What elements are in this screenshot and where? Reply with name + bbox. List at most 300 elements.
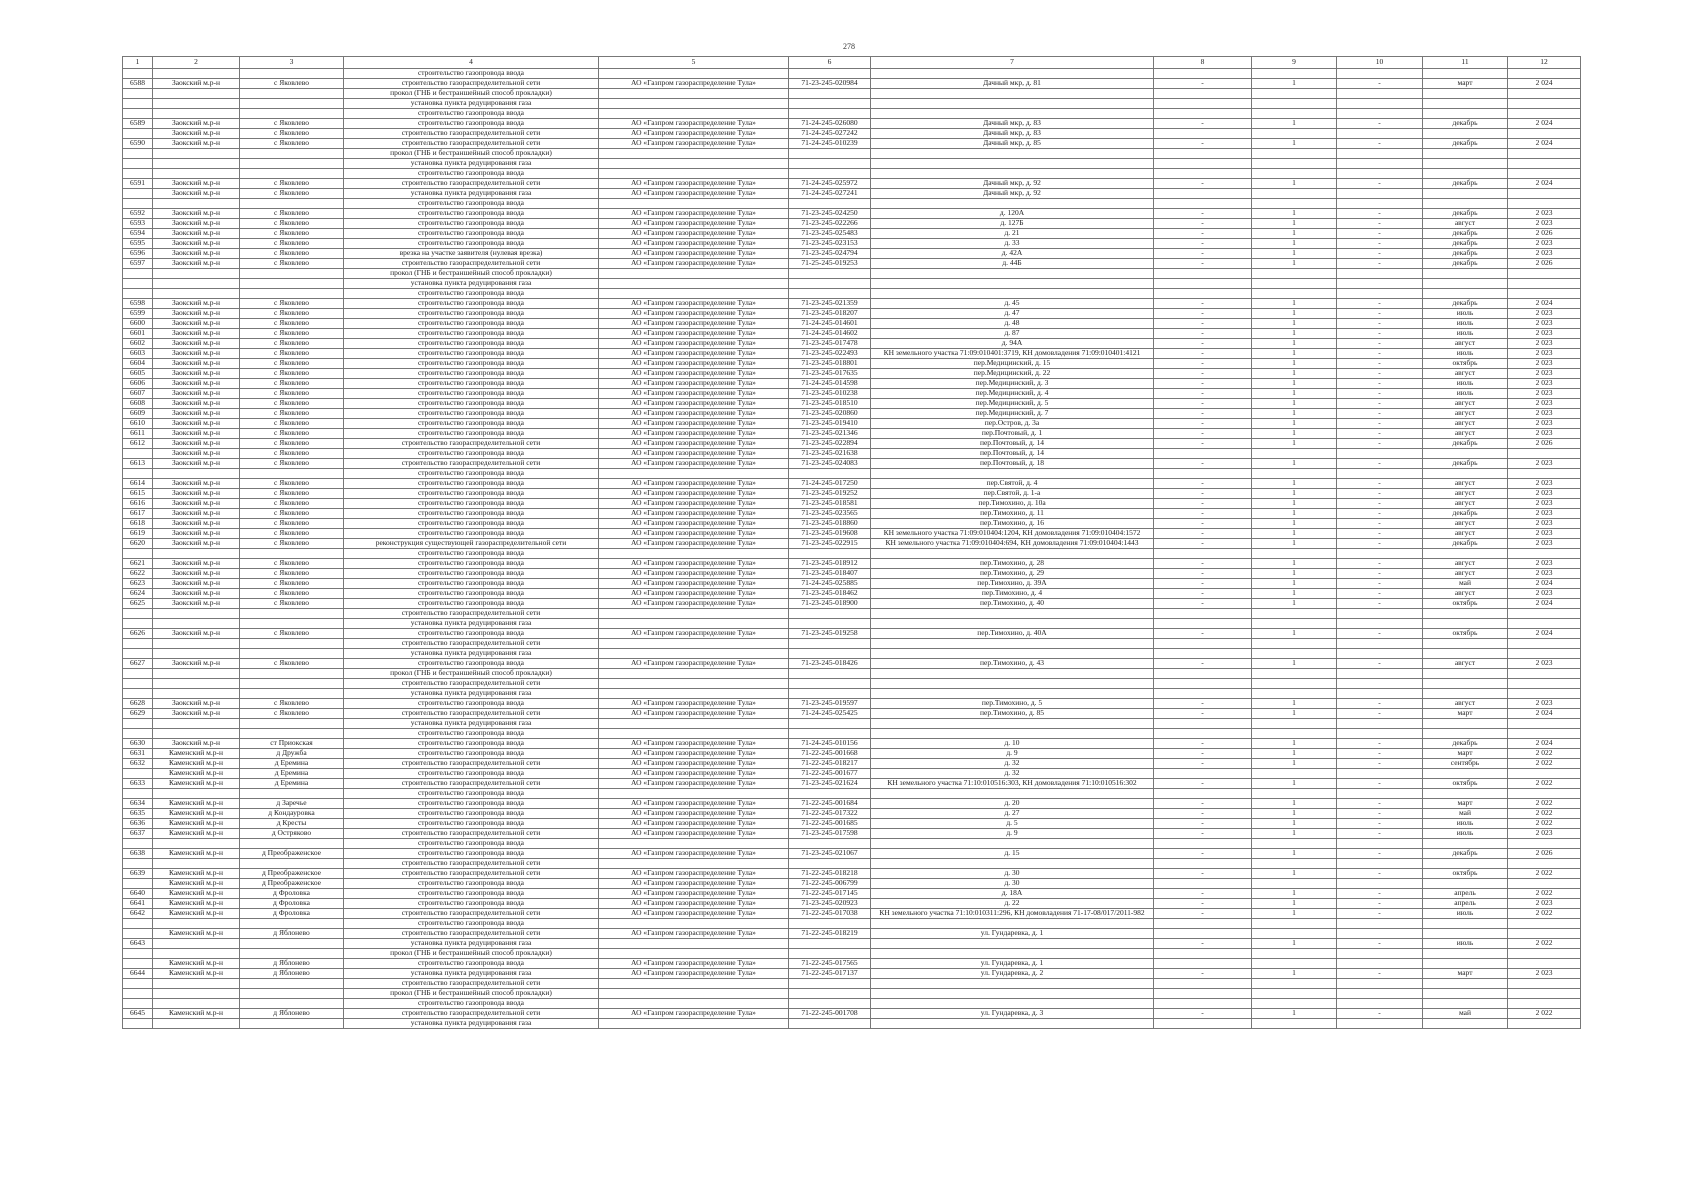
month-cell: декабрь [1423, 119, 1508, 129]
table-row [123, 429, 1581, 439]
col-8-value-cell: - [1154, 499, 1252, 509]
row-number-cell: 6622 [123, 569, 153, 579]
application-number-cell: 71-22-245-001684 [789, 799, 871, 809]
municipal-district-cell: Заокский м.р-н [153, 369, 240, 379]
col-10-value-cell: - [1337, 319, 1423, 329]
work-type-cell: строительство газораспределительной сети [344, 759, 599, 769]
month-cell [1423, 999, 1508, 1009]
organization-cell: АО «Газпром газораспределение Тула» [599, 419, 789, 429]
col-9-value-cell: 1 [1252, 479, 1337, 489]
application-number-cell: 71-23-245-023153 [789, 239, 871, 249]
settlement-cell: с Яковлево [240, 359, 344, 369]
table-row [123, 79, 1581, 89]
column-header: 5 [599, 57, 789, 69]
work-type-cell: строительство газопровода ввода [344, 489, 599, 499]
municipal-district-cell: Заокский м.р-н [153, 189, 240, 199]
month-cell: декабрь [1423, 139, 1508, 149]
row-number-cell [123, 189, 153, 199]
col-8-value-cell [1154, 549, 1252, 559]
col-8-value-cell: - [1154, 369, 1252, 379]
organization-cell: АО «Газпром газораспределение Тула» [599, 239, 789, 249]
municipal-district-cell: Заокский м.р-н [153, 339, 240, 349]
settlement-cell [240, 989, 344, 999]
col-9-value-cell: 1 [1252, 439, 1337, 449]
settlement-cell [240, 289, 344, 299]
work-type-cell: строительство газопровода ввода [344, 739, 599, 749]
work-type-cell: строительство газопровода ввода [344, 109, 599, 119]
settlement-cell [240, 859, 344, 869]
col-8-value-cell [1154, 719, 1252, 729]
organization-cell [599, 609, 789, 619]
settlement-cell: с Яковлево [240, 429, 344, 439]
col-8-value-cell: - [1154, 939, 1252, 949]
work-type-cell: прокол (ГНБ и бестраншейный способ прокладки) [344, 989, 599, 999]
municipal-district-cell [153, 649, 240, 659]
col-10-value-cell [1337, 159, 1423, 169]
organization-cell [599, 269, 789, 279]
address-cell: Дачный мкр, д. 92 [871, 179, 1154, 189]
address-cell: пер.Тимохино, д. 16 [871, 519, 1154, 529]
row-number-cell [123, 769, 153, 779]
settlement-cell [240, 199, 344, 209]
col-10-value-cell [1337, 199, 1423, 209]
col-10-value-cell [1337, 649, 1423, 659]
col-10-value-cell: - [1337, 519, 1423, 529]
settlement-cell [240, 469, 344, 479]
settlement-cell: с Яковлево [240, 299, 344, 309]
settlement-cell [240, 939, 344, 949]
organization-cell [599, 89, 789, 99]
year-cell: 2 023 [1508, 969, 1581, 979]
application-number-cell: 71-23-245-024083 [789, 459, 871, 469]
application-number-cell [789, 859, 871, 869]
table-row [123, 119, 1581, 129]
table-row [123, 389, 1581, 399]
row-number-cell: 6588 [123, 79, 153, 89]
address-cell: пер.Святой, д. 1-а [871, 489, 1154, 499]
month-cell [1423, 149, 1508, 159]
year-cell: 2 024 [1508, 179, 1581, 189]
col-9-value-cell [1252, 669, 1337, 679]
municipal-district-cell [153, 149, 240, 159]
col-9-value-cell: 1 [1252, 829, 1337, 839]
table-row [123, 689, 1581, 699]
work-type-cell: установка пункта редуцирования газа [344, 99, 599, 109]
settlement-cell: с Яковлево [240, 479, 344, 489]
work-type-cell: строительство газопровода ввода [344, 589, 599, 599]
year-cell [1508, 69, 1581, 79]
table-row [123, 309, 1581, 319]
col-10-value-cell: - [1337, 539, 1423, 549]
application-number-cell [789, 919, 871, 929]
month-cell: июль [1423, 319, 1508, 329]
col-10-value-cell: - [1337, 579, 1423, 589]
col-9-value-cell: 1 [1252, 179, 1337, 189]
work-type-cell: строительство газопровода ввода [344, 699, 599, 709]
month-cell [1423, 949, 1508, 959]
year-cell: 2 023 [1508, 899, 1581, 909]
settlement-cell: д Еремина [240, 779, 344, 789]
row-number-cell: 6611 [123, 429, 153, 439]
address-cell: ул. Гундаревка, д. 1 [871, 959, 1154, 969]
application-number-cell: 71-24-245-026080 [789, 119, 871, 129]
work-type-cell: строительство газораспределительной сети [344, 859, 599, 869]
row-number-cell: 6632 [123, 759, 153, 769]
row-number-cell [123, 669, 153, 679]
municipal-district-cell: Заокский м.р-н [153, 349, 240, 359]
row-number-cell [123, 649, 153, 659]
work-type-cell: строительство газораспределительной сети [344, 459, 599, 469]
work-type-cell: строительство газопровода ввода [344, 409, 599, 419]
work-type-cell: строительство газопровода ввода [344, 479, 599, 489]
column-header: 6 [789, 57, 871, 69]
application-number-cell: 71-24-245-027241 [789, 189, 871, 199]
application-number-cell [789, 689, 871, 699]
col-8-value-cell: - [1154, 219, 1252, 229]
row-number-cell [123, 729, 153, 739]
col-10-value-cell: - [1337, 889, 1423, 899]
application-number-cell: 71-23-245-020984 [789, 79, 871, 89]
row-number-cell: 6620 [123, 539, 153, 549]
col-9-value-cell: 1 [1252, 739, 1337, 749]
organization-cell [599, 989, 789, 999]
col-8-value-cell: - [1154, 249, 1252, 259]
municipal-district-cell [153, 89, 240, 99]
municipal-district-cell: Заокский м.р-н [153, 209, 240, 219]
month-cell [1423, 199, 1508, 209]
organization-cell [599, 719, 789, 729]
column-header: 1 [123, 57, 153, 69]
col-10-value-cell [1337, 769, 1423, 779]
work-type-cell: строительство газопровода ввода [344, 299, 599, 309]
col-9-value-cell: 1 [1252, 779, 1337, 789]
col-9-value-cell [1252, 619, 1337, 629]
work-type-cell: строительство газораспределительной сети [344, 639, 599, 649]
year-cell: 2 023 [1508, 509, 1581, 519]
year-cell [1508, 959, 1581, 969]
col-10-value-cell: - [1337, 479, 1423, 489]
municipal-district-cell [153, 169, 240, 179]
month-cell: май [1423, 579, 1508, 589]
municipal-district-cell [153, 989, 240, 999]
col-9-value-cell: 1 [1252, 629, 1337, 639]
col-9-value-cell [1252, 189, 1337, 199]
col-9-value-cell [1252, 1019, 1337, 1029]
row-number-cell: 6612 [123, 439, 153, 449]
address-cell [871, 89, 1154, 99]
organization-cell [599, 1019, 789, 1029]
settlement-cell [240, 89, 344, 99]
month-cell: декабрь [1423, 209, 1508, 219]
col-8-value-cell [1154, 99, 1252, 109]
application-number-cell [789, 89, 871, 99]
col-9-value-cell: 1 [1252, 239, 1337, 249]
month-cell: март [1423, 79, 1508, 89]
month-cell: декабрь [1423, 439, 1508, 449]
table-row [123, 769, 1581, 779]
row-number-cell: 6606 [123, 379, 153, 389]
address-cell: ул. Гундаревка, д. 1 [871, 929, 1154, 939]
table-row [123, 419, 1581, 429]
table-row [123, 809, 1581, 819]
year-cell: 2 022 [1508, 749, 1581, 759]
col-9-value-cell: 1 [1252, 219, 1337, 229]
settlement-cell [240, 839, 344, 849]
work-type-cell: строительство газопровода ввода [344, 629, 599, 639]
table-row [123, 179, 1581, 189]
application-number-cell: 71-23-245-018912 [789, 559, 871, 569]
col-10-value-cell: - [1337, 819, 1423, 829]
organization-cell: АО «Газпром газораспределение Тула» [599, 909, 789, 919]
organization-cell: АО «Газпром газораспределение Тула» [599, 459, 789, 469]
organization-cell: АО «Газпром газораспределение Тула» [599, 499, 789, 509]
work-type-cell: строительство газопровода ввода [344, 219, 599, 229]
col-8-value-cell [1154, 769, 1252, 779]
table-row [123, 269, 1581, 279]
col-9-value-cell: 1 [1252, 699, 1337, 709]
work-type-cell: строительство газопровода ввода [344, 529, 599, 539]
col-9-value-cell: 1 [1252, 759, 1337, 769]
organization-cell [599, 159, 789, 169]
col-9-value-cell: 1 [1252, 319, 1337, 329]
col-8-value-cell: - [1154, 749, 1252, 759]
col-9-value-cell: 1 [1252, 909, 1337, 919]
year-cell: 2 022 [1508, 809, 1581, 819]
col-9-value-cell: 1 [1252, 969, 1337, 979]
row-number-cell: 6626 [123, 629, 153, 639]
application-number-cell: 71-24-245-025885 [789, 579, 871, 589]
col-8-value-cell: - [1154, 119, 1252, 129]
month-cell [1423, 1019, 1508, 1029]
table-row [123, 369, 1581, 379]
application-number-cell: 71-24-245-014602 [789, 329, 871, 339]
table-row [123, 149, 1581, 159]
year-cell: 2 024 [1508, 709, 1581, 719]
year-cell: 2 024 [1508, 599, 1581, 609]
address-cell [871, 839, 1154, 849]
month-cell [1423, 289, 1508, 299]
address-cell: д. 120А [871, 209, 1154, 219]
municipal-district-cell: Заокский м.р-н [153, 659, 240, 669]
municipal-district-cell: Заокский м.р-н [153, 239, 240, 249]
row-number-cell [123, 839, 153, 849]
work-type-cell: строительство газопровода ввода [344, 559, 599, 569]
col-9-value-cell [1252, 929, 1337, 939]
address-cell: д. 45 [871, 299, 1154, 309]
work-type-cell: строительство газораспределительной сети [344, 979, 599, 989]
year-cell [1508, 949, 1581, 959]
year-cell [1508, 769, 1581, 779]
application-number-cell [789, 289, 871, 299]
col-10-value-cell [1337, 549, 1423, 559]
municipal-district-cell [153, 979, 240, 989]
year-cell: 2 023 [1508, 539, 1581, 549]
work-type-cell: строительство газораспределительной сети [344, 679, 599, 689]
application-number-cell: 71-22-245-017038 [789, 909, 871, 919]
table-row [123, 399, 1581, 409]
year-cell [1508, 469, 1581, 479]
year-cell [1508, 839, 1581, 849]
col-9-value-cell [1252, 269, 1337, 279]
application-number-cell: 71-22-245-018219 [789, 929, 871, 939]
work-type-cell: строительство газораспределительной сети [344, 129, 599, 139]
settlement-cell: с Яковлево [240, 499, 344, 509]
col-10-value-cell: - [1337, 349, 1423, 359]
year-cell: 2 023 [1508, 589, 1581, 599]
col-10-value-cell: - [1337, 299, 1423, 309]
organization-cell: АО «Газпром газораспределение Тула» [599, 229, 789, 239]
col-8-value-cell: - [1154, 509, 1252, 519]
settlement-cell: с Яковлево [240, 529, 344, 539]
application-number-cell: 71-23-245-021624 [789, 779, 871, 789]
settlement-cell [240, 719, 344, 729]
row-number-cell: 6636 [123, 819, 153, 829]
row-number-cell: 6608 [123, 399, 153, 409]
organization-cell [599, 949, 789, 959]
col-10-value-cell [1337, 979, 1423, 989]
col-10-value-cell [1337, 89, 1423, 99]
organization-cell: АО «Газпром газораспределение Тула» [599, 929, 789, 939]
col-8-value-cell: - [1154, 1009, 1252, 1019]
col-8-value-cell [1154, 69, 1252, 79]
month-cell: август [1423, 219, 1508, 229]
col-8-value-cell: - [1154, 309, 1252, 319]
col-10-value-cell [1337, 469, 1423, 479]
col-9-value-cell [1252, 789, 1337, 799]
col-10-value-cell: - [1337, 829, 1423, 839]
month-cell: июль [1423, 939, 1508, 949]
municipal-district-cell: Каменский м.р-н [153, 759, 240, 769]
month-cell: август [1423, 399, 1508, 409]
municipal-district-cell: Заокский м.р-н [153, 709, 240, 719]
table-row [123, 729, 1581, 739]
column-header: 4 [344, 57, 599, 69]
work-type-cell: строительство газопровода ввода [344, 199, 599, 209]
organization-cell: АО «Газпром газораспределение Тула» [599, 179, 789, 189]
col-10-value-cell: - [1337, 709, 1423, 719]
row-number-cell [123, 689, 153, 699]
work-type-cell: строительство газопровода ввода [344, 959, 599, 969]
address-cell [871, 159, 1154, 169]
organization-cell: АО «Газпром газораспределение Тула» [599, 339, 789, 349]
address-cell: Дачный мкр, д. 81 [871, 79, 1154, 89]
col-8-value-cell: - [1154, 349, 1252, 359]
table-row [123, 379, 1581, 389]
settlement-cell: с Яковлево [240, 409, 344, 419]
column-header: 12 [1508, 57, 1581, 69]
col-10-value-cell: - [1337, 899, 1423, 909]
year-cell: 2 023 [1508, 519, 1581, 529]
col-10-value-cell [1337, 69, 1423, 79]
municipal-district-cell: Заокский м.р-н [153, 489, 240, 499]
address-cell: д. 5 [871, 819, 1154, 829]
month-cell [1423, 609, 1508, 619]
year-cell [1508, 549, 1581, 559]
table-row [123, 289, 1581, 299]
year-cell [1508, 169, 1581, 179]
col-8-value-cell [1154, 989, 1252, 999]
application-number-cell [789, 989, 871, 999]
table-row [123, 129, 1581, 139]
application-number-cell: 71-23-245-019608 [789, 529, 871, 539]
year-cell: 2 023 [1508, 459, 1581, 469]
work-type-cell: установка пункта редуцирования газа [344, 689, 599, 699]
month-cell: октябрь [1423, 359, 1508, 369]
municipal-district-cell: Каменский м.р-н [153, 779, 240, 789]
col-10-value-cell: - [1337, 499, 1423, 509]
year-cell [1508, 679, 1581, 689]
col-9-value-cell: 1 [1252, 419, 1337, 429]
col-8-value-cell: - [1154, 539, 1252, 549]
table-row [123, 619, 1581, 629]
month-cell: март [1423, 749, 1508, 759]
work-type-cell: установка пункта редуцирования газа [344, 719, 599, 729]
year-cell: 2 022 [1508, 889, 1581, 899]
row-number-cell [123, 619, 153, 629]
col-8-value-cell: - [1154, 529, 1252, 539]
organization-cell [599, 919, 789, 929]
organization-cell: АО «Газпром газораспределение Тула» [599, 759, 789, 769]
application-number-cell [789, 109, 871, 119]
col-8-value-cell: - [1154, 239, 1252, 249]
col-9-value-cell [1252, 159, 1337, 169]
month-cell: август [1423, 339, 1508, 349]
table-row [123, 529, 1581, 539]
col-10-value-cell [1337, 289, 1423, 299]
month-cell: август [1423, 659, 1508, 669]
settlement-cell: с Яковлево [240, 449, 344, 459]
table-row [123, 459, 1581, 469]
year-cell: 2 024 [1508, 299, 1581, 309]
organization-cell [599, 859, 789, 869]
application-number-cell: 71-23-245-022915 [789, 539, 871, 549]
work-type-cell: строительство газопровода ввода [344, 319, 599, 329]
col-8-value-cell [1154, 109, 1252, 119]
settlement-cell: с Яковлево [240, 329, 344, 339]
table-row [123, 299, 1581, 309]
settlement-cell: д Яблонево [240, 959, 344, 969]
organization-cell: АО «Газпром газораспределение Тула» [599, 599, 789, 609]
col-9-value-cell: 1 [1252, 569, 1337, 579]
address-cell: д. 18А [871, 889, 1154, 899]
table-row [123, 579, 1581, 589]
row-number-cell: 6607 [123, 389, 153, 399]
settlement-cell: с Яковлево [240, 319, 344, 329]
organization-cell: АО «Газпром газораспределение Тула» [599, 699, 789, 709]
work-type-cell: строительство газопровода ввода [344, 769, 599, 779]
col-9-value-cell [1252, 839, 1337, 849]
municipal-district-cell: Каменский м.р-н [153, 809, 240, 819]
month-cell [1423, 549, 1508, 559]
col-8-value-cell [1154, 1019, 1252, 1029]
municipal-district-cell: Заокский м.р-н [153, 249, 240, 259]
col-8-value-cell [1154, 959, 1252, 969]
table-row [123, 639, 1581, 649]
row-number-cell: 6619 [123, 529, 153, 539]
application-number-cell [789, 949, 871, 959]
address-cell: пер.Медицинский, д. 22 [871, 369, 1154, 379]
table-row [123, 949, 1581, 959]
year-cell: 2 023 [1508, 419, 1581, 429]
table-row [123, 509, 1581, 519]
work-type-cell: строительство газораспределительной сети [344, 709, 599, 719]
organization-cell: АО «Газпром газораспределение Тула» [599, 329, 789, 339]
application-number-cell: 71-22-245-018218 [789, 869, 871, 879]
application-number-cell: 71-23-245-019597 [789, 699, 871, 709]
application-number-cell [789, 149, 871, 159]
row-number-cell: 6635 [123, 809, 153, 819]
settlement-cell: д Яблонево [240, 1009, 344, 1019]
